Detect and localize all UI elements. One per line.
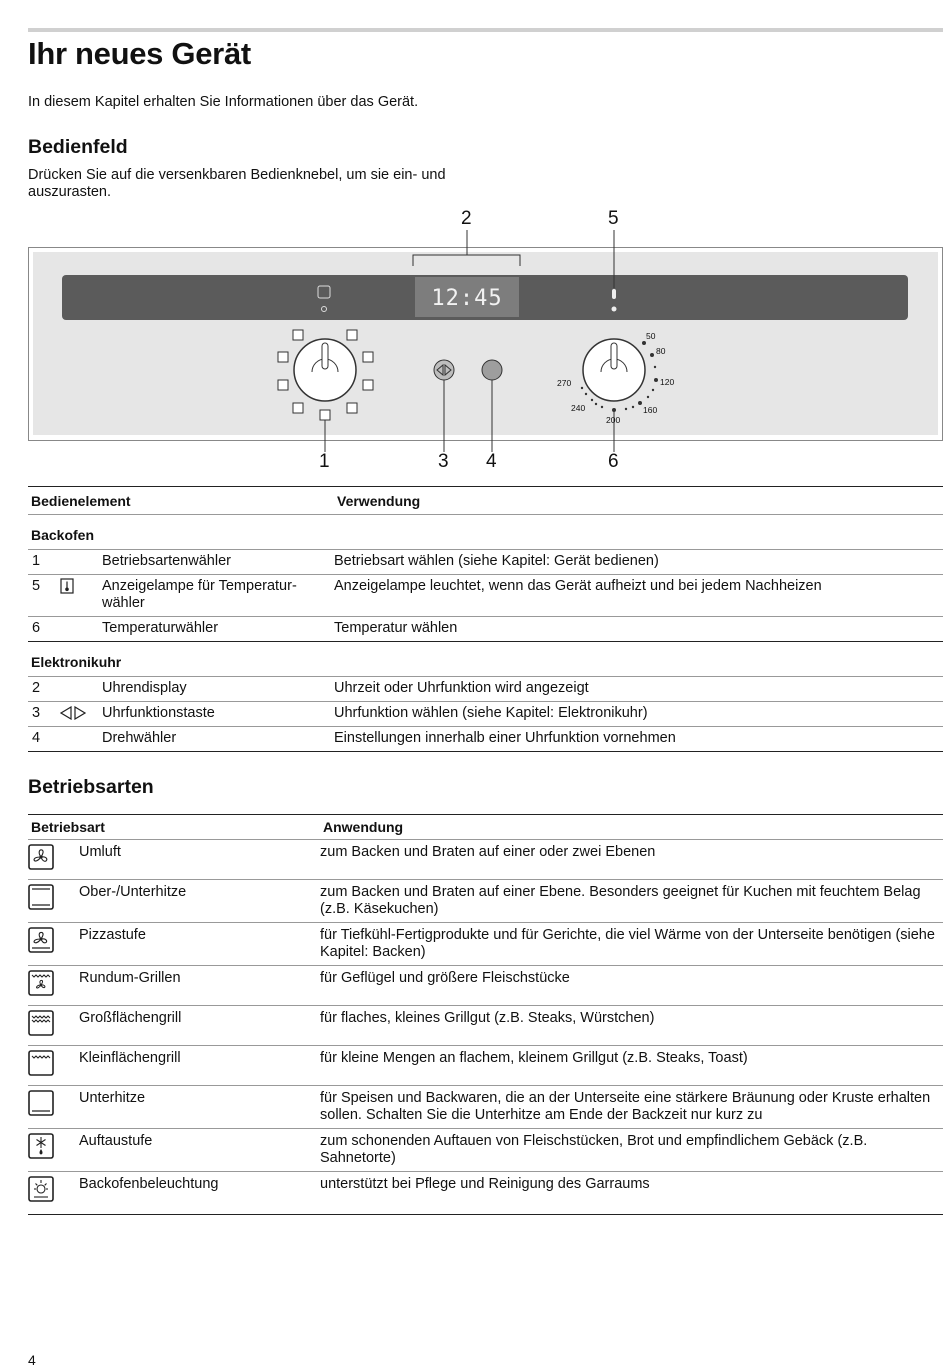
large-grill-icon	[28, 1010, 54, 1036]
row-element: Anzeigelampe für Temperatur-wähler	[102, 575, 334, 617]
top-bottom-heat-icon	[28, 884, 54, 910]
row-element: Temperaturwähler	[102, 617, 334, 642]
table-row	[28, 966, 943, 1006]
mode-use: für Geflügel und größere Fleischstücke	[320, 966, 943, 1006]
mode-name: Auftaustufe	[79, 1129, 320, 1172]
mode-name: Unterhitze	[79, 1086, 320, 1129]
operating-modes-table	[28, 814, 943, 1215]
table-row	[28, 880, 943, 923]
row-icon-cell	[28, 1172, 79, 1215]
table-row	[28, 923, 943, 966]
group-label-backofen: Backofen	[28, 515, 943, 550]
row-use: Uhrfunktion wählen (siehe Kapitel: Elektronikuhr)	[334, 702, 943, 727]
group-row-backofen	[28, 515, 943, 550]
control-panel-diagram	[0, 200, 950, 480]
header-bedienelement: Bedienelement	[28, 487, 334, 515]
small-grill-icon	[28, 1050, 54, 1076]
header-anwendung: Anwendung	[320, 815, 943, 840]
callout-1: 1	[319, 451, 330, 472]
row-element: Drehwähler	[102, 727, 334, 752]
callout-5: 5	[608, 208, 619, 229]
mode-name: Ober-/Unterhitze	[79, 880, 320, 923]
page-number: 4	[28, 1352, 36, 1368]
intro-text: In diesem Kapitel erhalten Sie Informationen über das Gerät.	[28, 94, 419, 110]
temp-label-200: 200	[606, 415, 621, 425]
row-icon-cell	[28, 880, 79, 923]
row-number: 2	[28, 677, 60, 702]
temp-label-160: 160	[643, 405, 658, 415]
row-icon-cell	[28, 923, 79, 966]
clock-function-arrows-icon	[60, 706, 86, 720]
row-number: 1	[28, 550, 60, 575]
callout-4: 4	[486, 451, 497, 472]
header-verwendung: Verwendung	[334, 487, 943, 515]
oven-light-icon	[28, 1176, 54, 1202]
mode-use: für flaches, kleines Grillgut (z.B. Steaks, Würstchen)	[320, 1006, 943, 1046]
row-number: 5	[28, 575, 60, 617]
table-row	[28, 617, 943, 642]
mode-name: Pizzastufe	[79, 923, 320, 966]
table-header-row	[28, 815, 943, 840]
row-icon-cell	[60, 727, 102, 752]
header-rule	[28, 28, 943, 32]
row-element: Uhrfunktionstaste	[102, 702, 334, 727]
rotisserie-grill-icon	[28, 970, 54, 996]
section-heading-bedienfeld: Bedienfeld	[28, 136, 128, 158]
table-header-row	[28, 487, 943, 515]
table-row	[28, 702, 943, 727]
defrost-icon	[28, 1133, 54, 1159]
controls-table	[28, 486, 943, 752]
table-row	[28, 1006, 943, 1046]
row-element: Uhrendisplay	[102, 677, 334, 702]
table-row	[28, 1129, 943, 1172]
table-row	[28, 575, 943, 617]
table-row	[28, 1046, 943, 1086]
fan-icon	[28, 844, 54, 870]
row-icon-cell	[60, 575, 102, 617]
thermometer-lamp-icon	[60, 578, 74, 594]
row-number: 4	[28, 727, 60, 752]
section-heading-betriebsarten: Betriebsarten	[28, 776, 154, 798]
row-use: Einstellungen innerhalb einer Uhrfunktion vornehmen	[334, 727, 943, 752]
row-use: Temperatur wählen	[334, 617, 943, 642]
table-row	[28, 677, 943, 702]
temp-label-240: 240	[571, 403, 586, 413]
callout-3: 3	[438, 451, 449, 472]
row-use: Uhrzeit oder Uhrfunktion wird angezeigt	[334, 677, 943, 702]
row-icon-cell	[28, 1006, 79, 1046]
mode-use: für Speisen und Backwaren, die an der Unterseite eine stärkere Bräunung oder Kruste erhalten sollen. Schalten Sie die Unterhitze am Ende der Backzeit nur kurz zu	[320, 1086, 943, 1129]
mode-name: Rundum-Grillen	[79, 966, 320, 1006]
temp-label-80: 80	[656, 346, 666, 356]
table-row	[28, 840, 943, 880]
row-icon-cell	[28, 1046, 79, 1086]
mode-use: zum schonenden Auftauen von Fleischstücken, Brot und empfindlichem Gebäck (z.B. Sahnetorte)	[320, 1129, 943, 1172]
callout-2: 2	[461, 208, 472, 229]
table-row	[28, 550, 943, 575]
group-label-elektronikuhr: Elektronikuhr	[28, 642, 943, 677]
callout-6: 6	[608, 451, 619, 472]
mode-name: Kleinflächengrill	[79, 1046, 320, 1086]
mode-name: Großflächengrill	[79, 1006, 320, 1046]
row-icon-cell	[60, 550, 102, 575]
clock-display-value: 12:45	[431, 286, 503, 311]
table-row	[28, 1172, 943, 1215]
mode-use: unterstützt bei Pflege und Reinigung des Garraums	[320, 1172, 943, 1215]
group-row-elektronikuhr	[28, 642, 943, 677]
mode-name: Backofenbeleuchtung	[79, 1172, 320, 1215]
row-element: Betriebsartenwähler	[102, 550, 334, 575]
section-text-bedienfeld: Drücken Sie auf die versenkbaren Bedienknebel, um sie ein- und auszurasten.	[28, 167, 446, 200]
row-icon-cell	[28, 1086, 79, 1129]
bottom-heat-icon	[28, 1090, 54, 1116]
row-icon-cell	[28, 840, 79, 880]
row-number: 6	[28, 617, 60, 642]
row-icon-cell	[28, 1129, 79, 1172]
row-icon-cell	[60, 702, 102, 727]
mode-use: für kleine Mengen an flachem, kleinem Grillgut (z.B. Steaks, Toast)	[320, 1046, 943, 1086]
row-icon-cell	[28, 966, 79, 1006]
control-panel-illustration	[0, 200, 950, 480]
row-icon-cell	[60, 677, 102, 702]
row-use: Anzeigelampe leuchtet, wenn das Gerät aufheizt und bei jedem Nachheizen	[334, 575, 943, 617]
mode-use: zum Backen und Braten auf einer Ebene. Besonders geeignet für Kuchen mit feuchtem Belag (z.B. Käsekuchen)	[320, 880, 943, 923]
table-row	[28, 727, 943, 752]
row-number: 3	[28, 702, 60, 727]
row-use: Betriebsart wählen (siehe Kapitel: Gerät bedienen)	[334, 550, 943, 575]
temp-label-50: 50	[646, 331, 656, 341]
table-row	[28, 1086, 943, 1129]
mode-use: für Tiefkühl-Fertigprodukte und für Gerichte, die viel Wärme von der Unterseite benötigen (siehe Kapitel: Backen)	[320, 923, 943, 966]
pizza-icon	[28, 927, 54, 953]
header-betriebsart: Betriebsart	[28, 815, 320, 840]
page-title: Ihr neues Gerät	[28, 36, 251, 71]
row-icon-cell	[60, 617, 102, 642]
temp-label-270: 270	[557, 378, 572, 388]
mode-use: zum Backen und Braten auf einer oder zwei Ebenen	[320, 840, 943, 880]
mode-name: Umluft	[79, 840, 320, 880]
temp-label-120: 120	[660, 377, 675, 387]
